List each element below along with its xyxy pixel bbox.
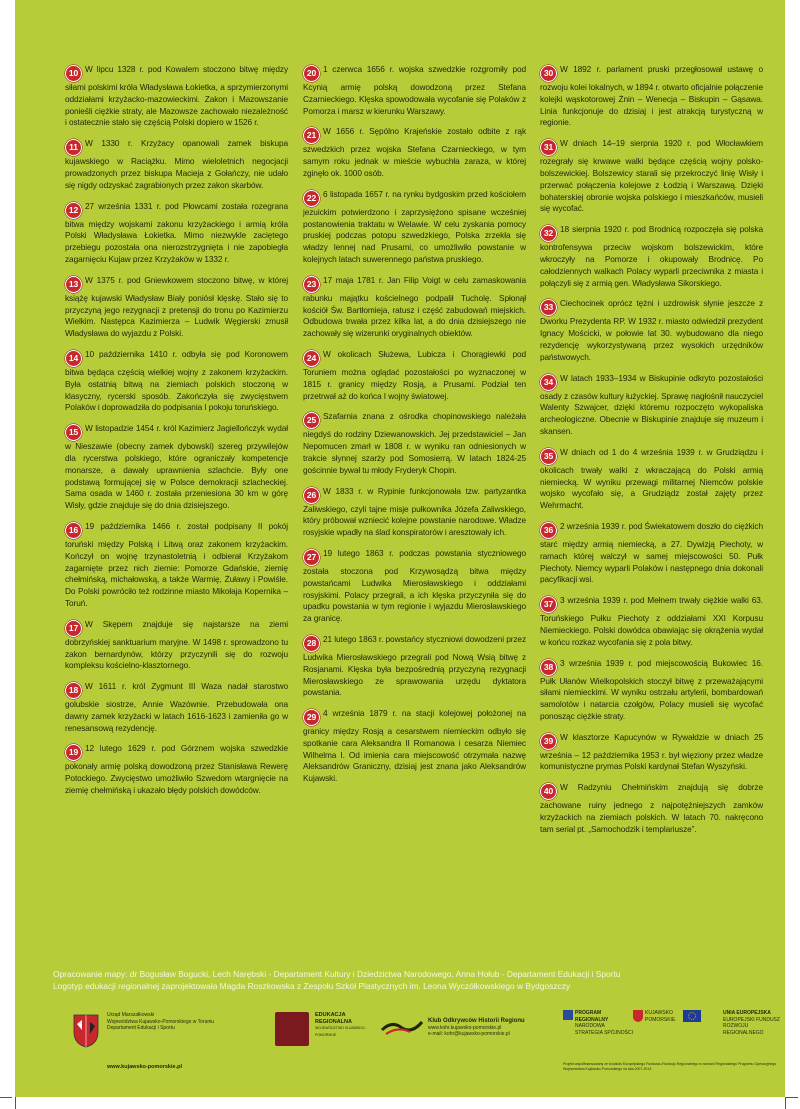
entry-number-badge: 37 [540,596,557,613]
history-entry [65,423,288,512]
entry-number-badge: 35 [540,448,557,465]
history-entry [303,126,526,179]
entry-number-badge: 15 [65,424,82,441]
entry-number-badge: 23 [303,276,320,293]
program-subtitle: NARODOWA STRATEGIA SPÓJNOŚCI [575,1023,633,1036]
history-entry [65,349,288,414]
office-url: www.kujawsko-pomorskie.pl [107,1064,182,1070]
entry-text: 3 września 1939 r. pod Mełnem trwały ciężkie walki 63. Toruńskiego Pułku Piechoty z oddziałami XXI Korpusu Niemieckiego. Polski dowódca obawiając się okrążenia wydał w końcu rozkaz wycofania się z pola bitwy. [540,595,763,647]
history-entry [540,732,763,774]
entry-text: 2 września 1939 r. pod Świekatowem doszło do ciężkich starć między armią niemiecką, a 27. Dywizją Piechoty, w ramach której walczył w samej miejscowości 50. Pułk Piechoty. Niemcy wyparli Polaków i następnego dnia dokonali pacyfikacji wsi. [540,520,763,585]
entry-number-badge: 32 [540,225,557,242]
poster-page [15,0,785,1097]
history-entry [540,521,763,586]
entry-number-badge: 29 [303,709,320,726]
entry-number-badge: 33 [540,299,557,316]
column-1 [65,64,288,806]
entry-number-badge: 16 [65,522,82,539]
regional-education-icon [275,1012,309,1046]
office-region: Województwa Kujawsko-Pomorskiego w Toruniu [107,1018,215,1025]
history-entry [65,743,288,796]
entry-number-badge: 30 [540,65,557,82]
history-entry [303,708,526,785]
entry-number-badge: 12 [65,202,82,219]
entry-text: W 1330 r. Krzyżacy opanowali zamek biskupa kujawskiego w Raciążku. Mimo wieloletnich negocjacji prowadzonych przez biskupa Macieja z Gołańczy, nie udało się nigdy odzyskać zagrabionych przez zakon skarbów. [65,138,288,190]
eu-logo [683,1010,723,1025]
entry-text: 19 lutego 1863 r. podczas powstania styczniowego została stoczona pod Krzywosądzą bitwa między powstańcami Ludwika Mierosławskiego i oddziałami rosyjskimi. Polacy przegrali, a ich klęska przyczyniła się do upadku powstania w tym regionie i wyjazdu Mierosławskiego za granicę. [303,547,526,624]
history-entry [540,595,763,648]
entry-text: 19 października 1466 r. został podpisany II pokój toruński między Polską i Litwą oraz zakonem krzyżackim. Kończył on wojnę trzynastoletnią i odbierał Krzyżakom zagarnięte przez nich ziemie: Pomorze Gdańskie, ziemię chełmińską, michałowską, a także Warmię, Żuławy i Powiśle. Do Polski powróciło też rodzinne miasto Mikołaja Kopernika – Toruń. [65,520,288,608]
entry-text: W 1611 r. król Zygmunt III Waza nadał starostwo golubskie siostrze, Annie Wazównie. Przebudowała ona dawny zamek krzyżacki w latach 1616-1623 i zamieniła go w renesansową rezydencję. [65,681,288,733]
history-entry [540,224,763,289]
history-entry [303,189,526,266]
entry-text: 1 czerwca 1656 r. wojska szwedzkie rozgromiły pod Kcynią armię polską dowodzoną przez Stefana Czarnieckiego. Klęska spowodowała wycofanie się Polaków z Pomorza i marsz w kierunku Warszawy. [303,64,526,116]
entry-number-badge: 13 [65,276,82,293]
history-entry [303,486,526,539]
history-entry [303,64,526,117]
entry-text: Ciechocinek oprócz tężni i uzdrowisk słynie jeszcze z Dworku Prezydenta RP. W 1932 r. miasto odwiedził prezydent Ignacy Mościcki, w połowie lat 30. wybudowano dla niego rezydencję wykorzystywaną przez wysokich urzędników państwowych. [540,298,763,362]
entry-text: W 1375 r. pod Gniewkowem stoczono bitwę, w której książę kujawski Władysław Biały poniósł klęskę. Stało się to przyczyną jego rezygnacji z pretensji do tronu po Kazimierzu Wielkim. Następca Kazimierza – Ludwik Węgierski zmusił Władysława do wyjazdu z Polski. [65,274,288,339]
history-entry [65,64,288,129]
entry-text: 27 września 1331 r. pod Płowcami została rozegrana bitwa między wojskami zakonu krzyżackiego i armią króla Polski Władysława Łokietka. Mimo niezwykle zaciętego przebiegu pozostała ona nierozstrzygnięta i nie zapobiegła zagarnięciu Kujaw przez Krzyżaków w 1332 r. [65,200,288,264]
entry-text: Szafarnia znana z ośrodka chopinowskiego należała niegdyś do rodziny Dziewanowskich. Jej przedstawiciel – Jan Nepomucen zmarł w 1808 r. w wyniku ran odniesionych w trakcie słynnej szarży pod Somosierrą. W latach 1824-25 gościnnie bywał tu młody Fryderyk Chopin. [303,411,526,475]
club-name: Klub Odkrywców Historii Regionu [428,1018,525,1024]
entry-number-badge: 19 [65,744,82,761]
office-department: Departament Edukacji i Sportu [107,1025,175,1031]
entry-text: W 1892 r. parlament pruski przegłosował ustawę o rozwoju kolei lokalnych, w 1894 r. otwarto oficjalnie połączenie kolejki wąskotorowej Żnin – Wenecja – Biskupin – Gąsawa. Linia funkcjonuje do dzisiaj i jest atrakcją turystyczną w regionie. [540,64,763,128]
history-entry [303,634,526,699]
entry-text: 17 maja 1781 r. Jan Filip Voigt w celu zamaskowania rabunku majątku kościelnego podpalił Tucholę. Spłonął kościół Św. Bartłomieja, ratusz i część zabudowań miejskich. Odbudowa trwała przez kilka lat, a do dnia dzisiejszego nie zachowały się wizerunki oryginalnych obiektów. [303,274,526,339]
entry-number-badge: 17 [65,620,82,637]
entry-text: W latach 1933–1934 w Biskupinie odkryto pozostałości osady z czasów kultury łużyckiej. Sprawę nagłośnił nauczyciel Walenty Szwajcer, dzięki któremu rozpoczęto wykopaliska archeologiczne. Obecnie w Biskupinie znajduje się muzeum i skansen. [540,372,763,436]
history-entry [540,64,763,129]
club-brush-icon [380,1016,424,1038]
entry-text: W dniach 14–19 sierpnia 1920 r. pod Włocławkiem rozegrały się krwawe walki będące częścią wojny polsko-bolszewickiej. Bolszewicy starali się przekroczyć linię Wisły i przerwać połączenia kolejowe z Łodzią i Warszawą. Dzięki bohaterskiej obronie wojska polskiego i mieszkańców, musieli się wycofać. [540,138,763,214]
history-entry [303,411,526,476]
entry-number-badge: 40 [540,783,557,800]
history-entry [303,275,526,340]
entry-number-badge: 36 [540,522,557,539]
entry-number-badge: 25 [303,412,320,429]
coat-of-arms-icon [73,1014,99,1048]
entry-number-badge: 38 [540,659,557,676]
entry-text: W 1656 r. Sępólno Krajeńskie zostało odbite z rąk szwedzkich przez wojska Stefana Czarnieckiego, w tym samym roku jednak w mieście wybuchła zaraza, w której zginęło ok. 1000 osób. [303,126,526,178]
entry-text: W 1833 r. w Rypinie funkcjonowała tzw. partyzantka Zaliwskiego, czyli tajne misje pułkownika Józefa Zaliwskiego, który próbował wzniecić kolejne powstanie narodowe. Władze rosyjskie wpadły na ślad konspiratorów i aresztowały ich. [303,485,526,538]
office-name: Urząd Marszałkowski [107,1012,155,1018]
region-crest-icon [633,1010,643,1022]
entries-columns [65,64,775,964]
edu-word-2: REGIONALNA [315,1018,352,1025]
entry-number-badge: 21 [303,127,320,144]
entry-text: 3 września 1939 r. pod miejscowością Bukowiec 16. Pułk Ułanów Wielkopolskich stoczył bitwę z przeważającymi siłami niemieckimi. W wyniku ostrzału artylerii, bombardowań samolotów i natarcia czołgów, Polacy musieli się wycofać ponosząc ciężkie straty. [540,657,763,721]
history-entry [540,298,763,363]
history-entry [540,138,763,215]
entry-text: 4 września 1879 r. na stacji kolejowej położonej na granicy między Rosją a cesarstwem niemieckim odbyło się spotkanie cara Aleksandra II Romanowa i cesarza Niemiec Wilhelma I. Od imienia cara miejscowość otrzymała nazwę Aleksandrów Graniczny, dzisiaj jest znana jako Aleksandrów Kujawski. [303,708,526,784]
entry-number-badge: 27 [303,549,320,566]
entry-number-badge: 28 [303,635,320,652]
logo-bar [53,1010,783,1080]
entry-number-badge: 14 [65,350,82,367]
crop-mark [15,1097,16,1109]
region-logo [633,1010,683,1025]
club-url: www.kohr.kujawsko-pomorskie.pl [428,1024,502,1031]
entry-number-badge: 39 [540,733,557,750]
eu-flag-icon [683,1010,701,1022]
entry-number-badge: 26 [303,487,320,504]
crop-mark [785,1097,786,1109]
program-name: PROGRAM REGIONALNY [575,1010,609,1023]
history-entry [65,275,288,340]
history-entry [65,201,288,266]
column-3 [540,64,763,845]
entry-number-badge: 11 [65,139,82,156]
entry-text: W dniach od 1 do 4 września 1939 r. w Grudziądzu i okolicach trwały walki z wkraczającą do Polski armią niemiecką. W wyniku przewagi militarnej Niemców polskie wojsko wycofało się, a Grudziądz został zajęty przez Wehrmacht. [540,446,763,511]
edu-word-1: EDUKACJA [315,1012,346,1018]
entry-text: W Skępem znajduje się najstarsze na ziemi dobrzyńskiej sanktuarium maryjne. W 1498 r. sprowadzono tu zakon bernardynów, którzy przyczynili się do rozwoju kompleksu kościelno-klasztornego. [65,618,288,671]
history-entry [540,373,763,438]
funding-note: Projekt współfinansowany ze środków Europejskiego Funduszu Rozwoju Regionalnego w ramach Regionalnego Programu Operacyjnego Województwa Kujawsko-Pomorskiego na lata 2007-2013 [563,1062,777,1071]
credits [53,968,783,992]
edu-region: WOJEWÓDZTWO KUJAWSKO-POMORSKIE [315,1026,366,1037]
entry-number-badge: 24 [303,350,320,367]
entry-text: W okolicach Służewa, Lubicza i Chorągiewki pod Toruniem można oglądać pozostałości po wyznaczonej w 1815 r. granicy między Rosją, a Prusami. Podział ten przetrwał aż do końca I wojny światowej. [303,348,526,401]
entry-text: 6 listopada 1657 r. na rynku bydgoskim przed kościołem jezuickim potwierdzono i zaprzysiężono spisane wcześniej postanowienia traktatu w Welawie. W celu zyskania pomocy pruskiej podczas potopu szwedzkiego, Polska zrzekła się władzy lennej nad Prusami, co umożliwiło powstanie w kolejnych latach suwerennego państwa pruskiego. [303,188,526,264]
entry-number-badge: 22 [303,190,320,207]
crop-mark [786,1097,798,1098]
history-entry [303,349,526,402]
history-entry [65,619,288,672]
history-entry [540,447,763,512]
history-entry [540,658,763,723]
entry-text: 21 lutego 1863 r. powstańcy styczniowi dowodzeni przez Ludwika Mierosławskiego przegrali pod Nową Wsią bitwę z Rosjanami. Klęska była bezpośrednią przyczyną rezygnacji Mierosławskiego ze sprawowania urzędu dyktatora powstania. [303,633,526,698]
entry-number-badge: 18 [65,682,82,699]
history-entry [65,138,288,191]
history-entry [540,782,763,835]
entry-number-badge: 31 [540,139,557,156]
column-2 [303,64,526,794]
entry-text: 12 lutego 1629 r. pod Górznem wojska szwedzkie pokonały armię polską dowodzoną przez Stanisława Rewerę Potockiego. Zwycięstwo umożliwiło Szwedom wtargnięcie na ziemię chełmińską i ukazało błędy polskich dowódców. [65,743,288,796]
entry-text: 10 października 1410 r. odbyła się pod Koronowem bitwa będąca częścią wielkiej wojny z zakonem krzyżackim. Była ostatnią bitwą na ziemiach polskich stoczoną w klasyczny, rycerski sposób. Zakończyła się zwycięstwem Polaków i doprowadziła do podpisania I pokoju toruńskiego. [65,348,288,413]
eu-name: UNIA EUROPEJSKA [723,1010,771,1016]
region-name: KUJAWSKO POMORSKIE [645,1010,676,1023]
history-entry [65,681,288,734]
entry-text: W klasztorze Kapucynów w Rywałdzie w dniach 25 września – 12 października 1953 r. był więziony przez władze komunistyczne prymas Polski kardynał Stefan Wyszyński. [540,731,763,772]
eu-fund: EUROPEJSKI FUNDUSZ ROZWOJU REGIONALNEGO [723,1016,780,1036]
entry-text: W lipcu 1328 r. pod Kowalem stoczono bitwę między siłami polskimi króla Władysława Łokietka, a sprzymierzonymi oddziałami krzyżacko-mazowieckimi. Zakon i Mazowszanie ponieśli ciężkie straty, ale Mazowsze zachowało niezależność i ostatecznie stało się częścią Polski dopiero w 1526 r. [65,64,288,128]
credits-line-1: Opracowanie mapy: dr Bogusław Bogucki, Lech Narębski - Departament Kultury i Dziedzictwa Narodowego, Anna Hołub - Departament Edukacji i Sportu [53,969,621,979]
entry-text: W Radzyniu Chełmińskim znajdują się dobrze zachowane ruiny jednego z najpotężniejszych zamków krzyżackich na ziemiach polskich. W latach 70. nakręcono tam serial pt. „Samochodzik i templariusze”. [540,782,763,834]
credits-line-2: Logotyp edukacji regionalnej zaprojektowała Magda Roszkowska z Zespołu Szkół Plastycznych im. Leona Wyczółkowskiego w Bydgoszczy [53,981,571,991]
crop-mark [0,1097,12,1098]
program-icon [563,1010,573,1020]
club-email: e-mail: kohr@kujawsko-pomorskie.pl [428,1031,510,1037]
entry-number-badge: 10 [65,65,82,82]
entry-text: W listopadzie 1454 r. król Kazimierz Jagiellończyk wydał w Nieszawie (obecny zamek dybowski) szereg przywilejów dla rycerstwa polskiego, które ograniczały kompetencje monarsze, a dawały uprawnienia szlachcie. Były one podstawą formującej się w Polsce demokracji szlacheckiej. Sama osada w 1460 r. została przeniesiona 30 km w górę Wisły, gdzie znajduje się do dnia dzisiejszego. [65,423,288,511]
history-entry [65,521,288,610]
entry-number-badge: 34 [540,374,557,391]
history-entry [303,548,526,625]
entry-number-badge: 20 [303,65,320,82]
entry-text: 18 sierpnia 1920 r. pod Brodnicą rozpoczęła się polska kontrofensywa przeciw wojskom bolszewickim, które wkroczyły na Pomorze i okupowały Brodnicę. Po całodziennych walkach Polacy wyparli przeciwnika z miasta i połączyli się z armią gen. Władysława Sikorskiego. [540,224,763,288]
